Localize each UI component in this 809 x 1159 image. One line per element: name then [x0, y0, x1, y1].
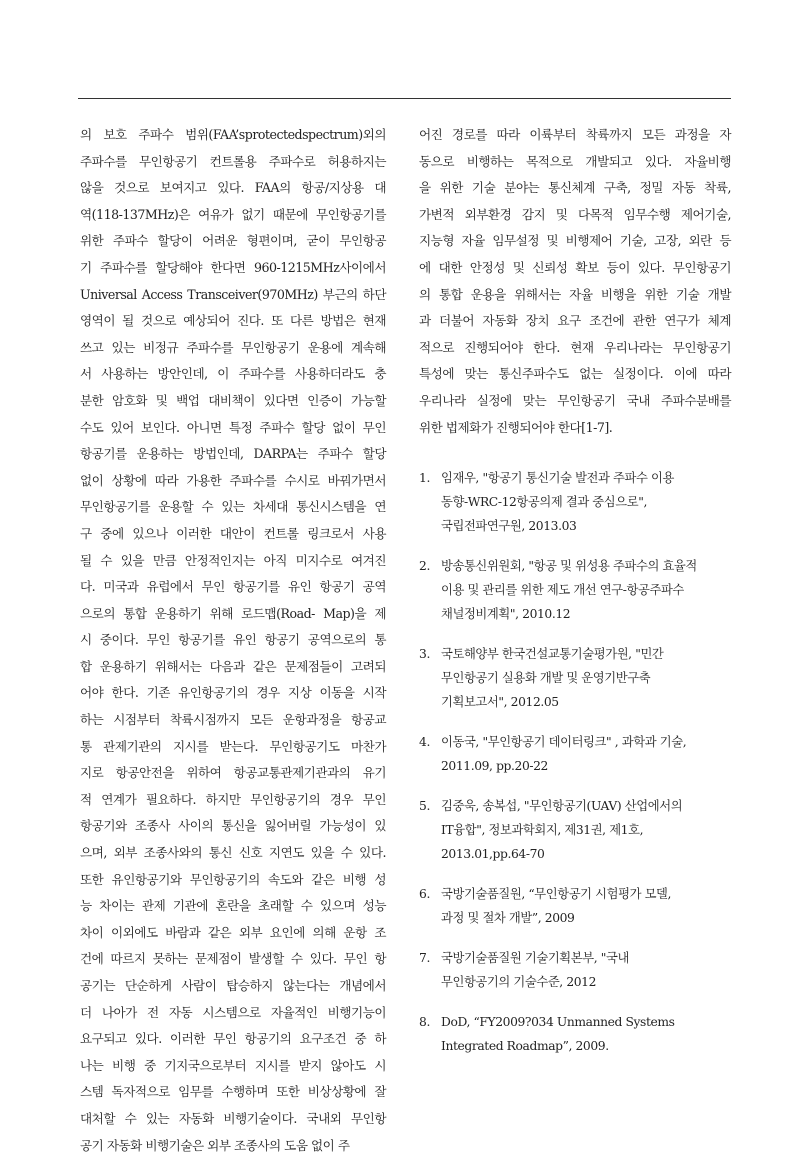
text-line: 더 나아가 전 자동 시스템으로 자율적인 비행기능이 [80, 1004, 386, 1020]
text-line: 을 위한 기술 분야는 통신체계 구축, 정밀 자동 착륙, [419, 180, 731, 196]
text-line: 무인항공기를 운용할 수 있는 차세대 통신시스템을 연 [80, 499, 386, 515]
text-line: 서 사용하는 방안인데, 이 주파수를 사용하더라도 충 [80, 366, 386, 382]
text-line: 통 관제기관의 지시를 받는다. 무인항공기도 마찬가 [80, 738, 386, 754]
reference-line: 2013.01,pp.64-70 [441, 847, 545, 861]
reference-line: 이용 및 관리를 위한 제도 개선 연구-항공주파수 [441, 583, 684, 597]
text-line: 구 중에 있으나 이러한 대안이 컨트롤 링크로서 사용 [80, 525, 386, 541]
text-line: 차이 이외에도 바람과 같은 외부 요인에 의해 운항 조 [80, 924, 386, 940]
text-line: 영역이 될 것으로 예상되어 진다. 또 다른 방법은 현재 [80, 313, 386, 329]
reference-number: 6. [419, 887, 431, 901]
text-line: 지로 항공안전을 위하여 항공교통관제기관과의 유기 [80, 765, 386, 781]
reference-text [419, 554, 734, 626]
text-line: 다. 미국과 유럽에서 무인 항공기를 유인 항공기 공역 [80, 579, 386, 595]
reference-line: 김중욱, 송복섭, "무인항공기(UAV) 산업에서의 [441, 799, 683, 813]
reference-line: 국립전파연구원, 2013.03 [441, 519, 577, 533]
reference-text [419, 794, 734, 866]
text-line: 항공기를 운용하는 방법인데, DARPA는 주파수 할당 [80, 446, 386, 462]
text-line: 에 대한 안정성 및 신뢰성 확보 등이 있다. 무인항공기 [419, 259, 731, 275]
reference-number: 3. [419, 647, 431, 661]
text-line: 쓰고 있는 비정규 주파수를 무인항공기 운용에 계속해 [80, 339, 386, 355]
text-line: 어야 한다. 기존 유인항공기의 경우 지상 이동을 시작 [80, 685, 386, 701]
text-line: 건에 따르지 못하는 문제점이 발생할 수 있다. 무인 항 [80, 951, 386, 967]
text-line: 어진 경로를 따라 이륙부터 착륙까지 모든 과정을 자 [419, 127, 731, 142]
text-line: 않을 것으로 보여지고 있다. FAA의 항공/지상용 대 [80, 180, 386, 196]
text-line: 적 연계가 필요하다. 하지만 무인항공기의 경우 무인 [80, 791, 386, 807]
text-line: 위한 주파수 할당이 어려운 형편이며, 굳이 무인항공 [80, 233, 386, 249]
text-line: 역(118-137MHz)은 여유가 없기 때문에 무인항공기를 [80, 206, 386, 222]
text-line: 기 주파수를 할당해야 한다면 960-1215MHz사이에서 [80, 259, 386, 275]
reference-list [419, 466, 734, 1074]
text-line: 능 차이는 관제 기관에 혼란을 초래할 수 있으며 성능 [80, 898, 386, 914]
reference-number: 1. [419, 471, 431, 485]
reference-line: 기획보고서", 2012.05 [441, 695, 559, 709]
reference-item [419, 794, 734, 866]
text-line: 분한 암호화 및 백업 대비책이 있다면 인증이 가능할 [80, 392, 386, 408]
reference-text [419, 946, 734, 994]
text-line: 합 운용하기 위해서는 다음과 같은 문제점들이 고려되 [80, 658, 386, 674]
text-line: 의 통합 운용을 위해서는 자율 비행을 위한 기술 개발 [419, 286, 731, 302]
reference-line: 이동국, "무인항공기 데이터링크" , 과학과 기술, [441, 735, 687, 749]
text-line: 과 더불어 자동화 장치 요구 조건에 관한 연구가 체계 [419, 313, 731, 329]
left-text-column [80, 122, 386, 1159]
reference-item [419, 946, 734, 994]
reference-line: 국방기술품질원, “무인항공기 시험평가 모델, [441, 887, 672, 901]
reference-line: 과정 및 절차 개발”, 2009 [441, 911, 575, 925]
text-line: 의 보호 주파수 범위(FAA’sprotectedspectrum)외의 [80, 127, 386, 142]
text-line: 없이 상황에 따라 가용한 주파수를 수시로 바꿔가면서 [80, 472, 386, 488]
reference-line: 동향-WRC-12항공의제 결과 중심으로", [441, 495, 647, 509]
text-line: 우리나라 실정에 맞는 무인항공기 국내 주파수분배를 [419, 392, 731, 408]
reference-item [419, 1010, 734, 1058]
text-line: 으로의 통합 운용하기 위해 로드맵(Road- Map)을 제 [80, 605, 386, 621]
reference-line: 2011.09, pp.20-22 [441, 759, 548, 773]
text-line: 적으로 진행되어야 한다. 현재 우리나라는 무인항공기 [419, 339, 731, 355]
text-line: 으며, 외부 조종사와의 통신 신호 지연도 있을 수 있다. [80, 845, 386, 861]
reference-line: 임재우, "항공기 통신기술 발전과 주파수 이용 [441, 471, 674, 485]
reference-text [419, 642, 734, 714]
text-line: 수도 있어 보인다. 아니면 특정 주파수 할당 없이 무인 [80, 419, 386, 435]
reference-line: IT융합", 정보과학회지, 제31권, 제1호, [441, 823, 644, 837]
text-line: 가변적 외부환경 감지 및 다목적 임무수행 제어기술, [419, 206, 731, 222]
reference-number: 8. [419, 1015, 431, 1029]
reference-line: DoD, “FY2009?034 Unmanned Systems [441, 1015, 675, 1029]
text-line: 공기 자동화 비행기술은 외부 조종사의 도움 없이 주 [80, 1137, 350, 1153]
reference-line: 국방기술품질원 기술기획본부, "국내 [441, 951, 629, 965]
reference-text [419, 882, 734, 930]
reference-item [419, 554, 734, 626]
text-line: 스템 독자적으로 임무를 수행하며 또한 비상상황에 잘 [80, 1084, 386, 1100]
text-line: 하는 시점부터 착륙시점까지 모든 운항과정을 항공교 [80, 712, 386, 728]
text-line: 지능형 자율 임무설정 및 비행제어 기술, 고장, 외란 등 [419, 233, 731, 249]
text-line: 또한 유인항공기와 무인항공기의 속도와 같은 비행 성 [80, 871, 386, 887]
reference-number: 5. [419, 799, 431, 813]
text-line: 될 수 있을 만큼 안정적인지는 아직 미지수로 여겨진 [80, 552, 386, 568]
text-line: 주파수를 무인항공기 컨트롤용 주파수로 허용하지는 [80, 153, 386, 169]
reference-item [419, 642, 734, 714]
reference-item [419, 882, 734, 930]
reference-line: 무인항공기 실용화 개발 및 운영기반구축 [441, 671, 651, 685]
text-line: 공기는 단순하게 사람이 탑승하지 않는다는 개념에서 [80, 978, 386, 993]
reference-line: 국토해양부 한국건설교통기술평가원, "민간 [441, 647, 664, 661]
header-rule [78, 98, 731, 99]
reference-text [419, 730, 734, 778]
reference-number: 2. [419, 559, 431, 573]
reference-line: Integrated Roadmap”, 2009. [441, 1039, 609, 1053]
reference-item [419, 466, 734, 538]
reference-item [419, 730, 734, 778]
reference-line: 방송통신위원회, "항공 및 위성용 주파수의 효율적 [441, 559, 697, 573]
text-line: 항공기와 조종사 사이의 통신을 잃어버릴 가능성이 있 [80, 818, 386, 834]
text-line: 동으로 비행하는 목적으로 개발되고 있다. 자율비행 [419, 153, 731, 169]
text-line: 나는 비행 중 기지국으로부터 지시를 받지 않아도 시 [80, 1057, 386, 1073]
text-line: 요구되고 있다. 이러한 무인 항공기의 요구조건 중 하 [80, 1031, 386, 1047]
reference-text [419, 466, 734, 538]
reference-number: 4. [419, 735, 431, 749]
text-line: Universal Access Transceiver(970MHz) 부근의 하단 [80, 286, 386, 302]
reference-number: 7. [419, 951, 431, 965]
text-line: 특성에 맞는 통신주파수도 없는 실정이다. 이에 따라 [419, 366, 731, 382]
text-line: 시 중이다. 무인 항공기를 유인 항공기 공역으로의 통 [80, 632, 386, 648]
right-text-column [419, 122, 731, 441]
reference-line: 채널정비계획", 2010.12 [441, 607, 571, 621]
text-line: 위한 법제화가 진행되어야 한다[1-7]. [419, 419, 613, 435]
reference-text [419, 1010, 734, 1058]
text-line: 대처할 수 있는 자동화 비행기술이다. 국내외 무인항 [80, 1110, 386, 1126]
reference-line: 무인항공기의 기술수준, 2012 [441, 975, 597, 989]
